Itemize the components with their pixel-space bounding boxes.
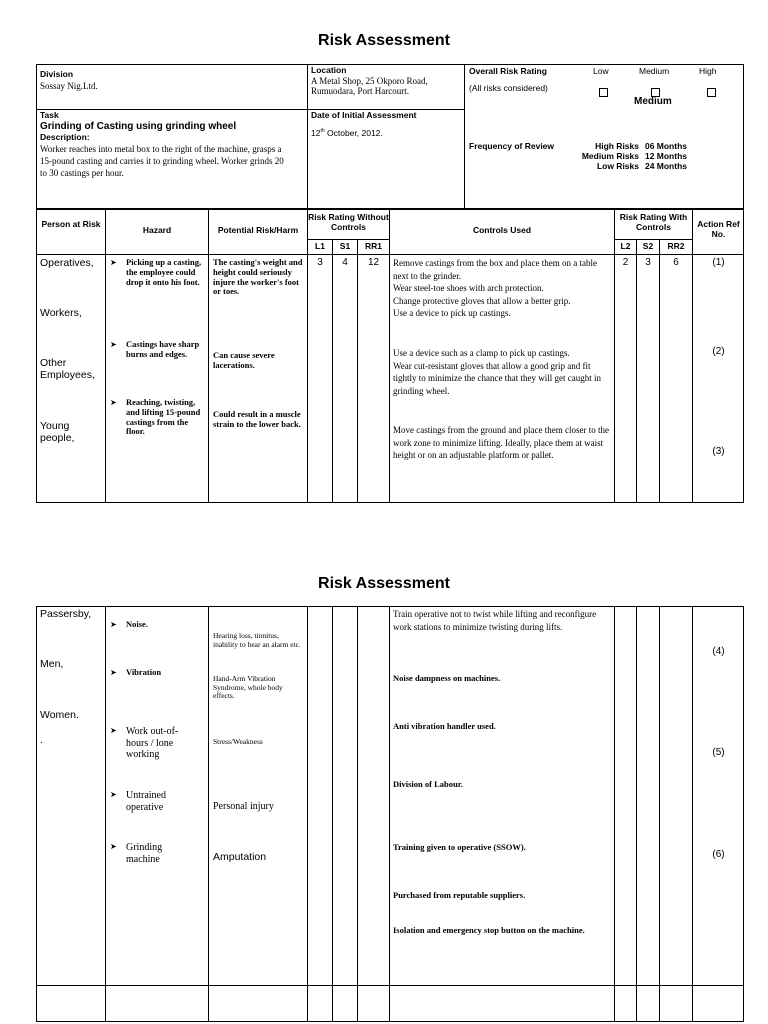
- arrow-bullet-icon: ➤: [110, 842, 117, 851]
- col-l1-header: L1: [315, 241, 325, 251]
- controls-item: Noise dampness on machines.: [393, 673, 501, 683]
- rating-s2: 3: [645, 257, 651, 268]
- task-description: Worker reaches into metal box to the right of the machine, grasps a 15-pound casting and carries it to grinding wheel. Worker grinds 20 to 30 castings per hour.: [40, 144, 284, 179]
- col-rating-with-header: Risk Rating With Controls: [619, 212, 688, 232]
- person-item: Women.: [40, 709, 79, 721]
- task-label: Task: [40, 110, 59, 120]
- checkbox-low[interactable]: [599, 84, 608, 102]
- col-action-header: Action Ref No.: [697, 219, 740, 239]
- action-ref: (5): [712, 747, 725, 758]
- potential-item: Could result in a muscle strain to the lower back.: [213, 409, 301, 429]
- overall-risk-sub: (All risks considered): [469, 83, 548, 93]
- division-value: Sossay Nig.Ltd.: [40, 81, 98, 91]
- person-item: Young people,: [40, 420, 75, 445]
- hazard-item: ➤ Noise.: [110, 619, 148, 629]
- location-label: Location: [311, 65, 347, 75]
- arrow-bullet-icon: ➤: [110, 258, 117, 267]
- action-ref: (6): [712, 849, 725, 860]
- date-value: 12th October, 2012.: [311, 128, 383, 138]
- col-rr2-header: RR2: [667, 241, 685, 251]
- col-s2-header: S2: [642, 241, 654, 251]
- person-item: Men,: [40, 658, 64, 670]
- action-ref: (1): [712, 257, 725, 268]
- person-item: Operatives,: [40, 257, 94, 269]
- controls-item: Division of Labour.: [393, 779, 463, 789]
- col-l2-header: L2: [620, 241, 631, 251]
- arrow-bullet-icon: ➤: [110, 726, 117, 735]
- person-item: Other Employees,: [40, 357, 95, 382]
- controls-item: Training given to operative (SSOW).: [393, 842, 526, 852]
- task-title: Grinding of Casting using grinding wheel: [40, 121, 237, 132]
- arrow-bullet-icon: ➤: [110, 790, 117, 799]
- page-title: Risk Assessment: [318, 575, 450, 592]
- potential-item: Hearing loss, tinnitus, inability to hear an alarm etc.: [213, 631, 301, 649]
- frequency-label: Frequency of Review: [469, 141, 555, 151]
- col-controls-header: Controls Used: [472, 225, 532, 235]
- controls-item: Use a device such as a clamp to pick up castings. Wear cut-resistant gloves that allow a good grip and fit tightly to minimize the chance that they will get caught in grinding wheel.: [393, 348, 601, 396]
- action-ref: (3): [712, 446, 725, 457]
- action-ref: (4): [712, 646, 725, 657]
- level-low-label: Low: [593, 66, 609, 76]
- hazard-item: ➤ Picking up a casting, the employee could drop it onto his foot.: [110, 257, 202, 287]
- col-s1-header: S1: [339, 241, 351, 251]
- frequency-list: High Risks 06 Months Medium Risks 12 Months Low Risks 24 Months: [581, 141, 687, 171]
- potential-item: Amputation: [213, 851, 267, 863]
- col-rating-without-header: Risk Rating Without Controls: [308, 212, 389, 232]
- overall-risk-selected: Medium: [634, 96, 672, 107]
- hazard-item: ➤ Reaching, twisting, and lifting 15-pound castings from the floor.: [110, 397, 201, 437]
- checkbox-high[interactable]: [707, 84, 716, 102]
- action-ref: (2): [712, 346, 725, 357]
- hazard-item: ➤ Castings have sharp burns and edges.: [110, 339, 200, 359]
- rating-l2: 2: [622, 257, 629, 268]
- potential-item: The casting's weight and height could seriously injure the worker's foot or toes.: [213, 257, 303, 297]
- location-value: A Metal Shop, 25 Okporo Road, Rumuodara, Port Harcourt.: [311, 76, 428, 97]
- controls-item: Isolation and emergency stop button on the machine.: [393, 925, 585, 935]
- rating-rr1: 12: [367, 257, 380, 268]
- division-label: Division: [40, 69, 74, 79]
- rating-rr2: 6: [673, 257, 679, 268]
- arrow-bullet-icon: ➤: [110, 340, 117, 349]
- overall-risk-label: Overall Risk Rating: [469, 66, 547, 76]
- arrow-bullet-icon: ➤: [110, 668, 117, 677]
- controls-item: Anti vibration handler used.: [393, 721, 496, 731]
- controls-item: Purchased from reputable suppliers.: [393, 890, 526, 900]
- potential-item: Can cause severe lacerations.: [213, 350, 275, 370]
- level-medium-label: Medium: [639, 66, 670, 76]
- potential-item: Stress/Weakness: [213, 737, 263, 746]
- col-person-header: Person at Risk: [41, 219, 101, 229]
- arrow-bullet-icon: ➤: [110, 398, 117, 407]
- col-rr1-header: RR1: [364, 241, 382, 251]
- controls-item: Move castings from the ground and place them closer to the work zone to minimize lifting. Ideally, place them at waist height or on an adjustable platform or pallet.: [393, 425, 609, 461]
- rating-l1: 3: [317, 257, 323, 268]
- person-item: Workers,: [40, 307, 82, 319]
- page-title: Risk Assessment: [318, 32, 450, 49]
- potential-item: Personal injury: [213, 801, 274, 812]
- hazard-item: ➤ Grinding machine: [110, 842, 163, 865]
- col-hazard-header: Hazard: [142, 225, 172, 235]
- hazard-item: ➤ Untrained operative: [110, 790, 166, 813]
- controls-item: Train operative not to twist while lifting and reconfigure work stations to minimize twisting during lifts.: [393, 609, 597, 632]
- level-high-label: High: [699, 66, 717, 76]
- arrow-bullet-icon: ➤: [110, 620, 117, 629]
- hazard-item: ➤ Vibration: [110, 667, 162, 677]
- date-label: Date of Initial Assessment: [311, 110, 417, 120]
- person-item: .: [40, 734, 43, 746]
- description-label: Description:: [40, 132, 90, 142]
- person-item: Passersby,: [40, 608, 92, 620]
- col-potential-header: Potential Risk/Harm: [217, 225, 299, 235]
- hazard-item: ➤ Work out-of-hours / lone working: [110, 726, 179, 760]
- controls-item: Remove castings from the box and place them on a table next to the grinder. Wear steel-toe shoes with arch protection. Change protective gloves that allow a better grip. Use a device to pick up castings.: [393, 258, 597, 319]
- rating-s1: 4: [342, 257, 348, 268]
- potential-item: Hand-Arm Vibration Syndrome, whole body effects.: [213, 674, 283, 701]
